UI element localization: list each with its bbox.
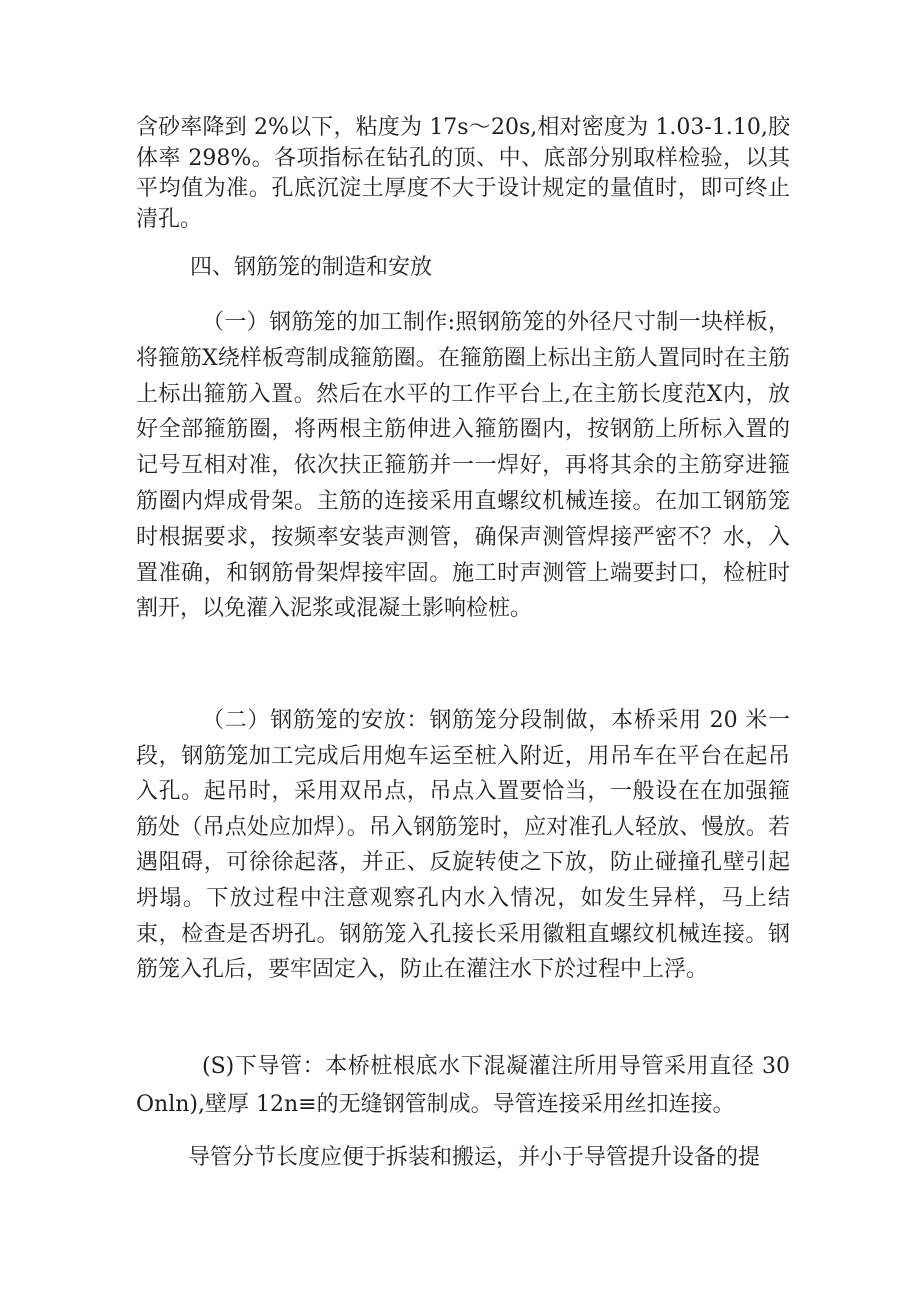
paragraph-mud-indicators: 含砂率降到 2%以下，粘度为 17s～20s,相对密度为 1.03-1.10,胶体率 298%。各项指标在钻孔的顶、中、底部分别取样检验，以其平均值为准。孔底沉淀土厚度不大于设计规定的量值时，即可终止清孔。 bbox=[136, 115, 790, 232]
paragraph-tremie-pipe: (S)下导管：本桥桩根底水下混凝灌注所用导管采用直径 30Onln),壁厚 12n≡的无缝钢管制成。导管连接采用丝扣连接。 bbox=[136, 1054, 790, 1117]
paragraph-cage-fabrication: （一）钢筋笼的加工制作:照钢筋笼的外径尺寸制一块样板，将箍筋X绕样板弯制成箍筋圈。在箍筋圈上标出主筋人置同时在主筋上标出箍筋入置。然后在水平的工作平台上,在主筋长度范X内，放好全部箍筋圈，将两根主筋伸进入箍筋圈内，按钢筋上所标入置的记号互相对准，依次扶正箍筋并一一焊好，再将其余的主筋穿进箍筋圈内焊成骨架。主筋的连接采用直螺纹机械连接。在加工钢筋笼时根据要求，按频率安装声测管，确保声测管焊接严密不？水，入置准确，和钢筋骨架焊接牢固。施工时声测管上端要封口，检桩时割开，以免灌入泥浆或混凝土影响检桩。 bbox=[136, 310, 790, 622]
paragraph-pipe-segments: 导管分节长度应便于拆装和搬运，并小于导管提升设备的提 bbox=[188, 1145, 761, 1170]
paragraph-cage-installation: （二）钢筋笼的安放：钢筋笼分段制做，本桥采用 20 米一段，钢筋笼加工完成后用炮车运至桩入附近，用吊车在平台在起吊入孔。起吊时，采用双吊点，吊点入置要恰当，一般设在在加强箍筋处（吊点处应加焊）。吊入钢筋笼时，应对准孔人轻放、慢放。若遇阻碍，可徐徐起落，并正、反旋转使之下放，防止碰撞孔壁引起坍塌。下放过程中注意观察孔内水入情况，如发生异样，马上结束，检查是否坍孔。钢筋笼入孔接长采用徽粗直螺纹机械连接。钢筋笼入孔后，要牢固定入，防止在灌注水下於过程中上浮。 bbox=[136, 708, 790, 983]
section-heading-rebar-cage: 四、钢筋笼的制造和安放 bbox=[190, 255, 433, 280]
